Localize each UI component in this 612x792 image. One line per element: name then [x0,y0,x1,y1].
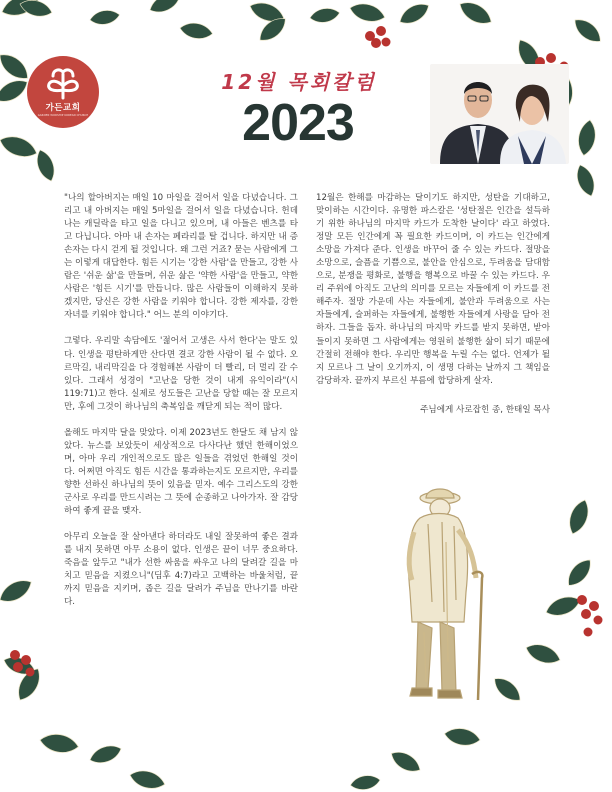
tree-icon [27,56,99,128]
church-logo [27,56,99,128]
column-left [64,192,298,622]
pastor-photo [430,64,569,164]
logo-church-name: 가든교회 [45,103,81,113]
left-paragraph-1: "나의 할아버지는 매일 10 마일을 걸어서 일을 다녔습니다. 그리고 내 아버지는 매일 5마일을 걸어서 일을 다녔습니다. 헌데 나는 캐딜락을 타고 일을 다니고 있으며, 내 아들은 벤츠를 타고 다닙니다. 아마 내 손자는 페라리를 탈 겁니다. 하지만 내 증손자는 다시 걷게 될 것입니다. 왜 그런 거죠? 묻는 사람에게 그는 이렇게 대답한다. 힘든 시기는 '강한 사람'을 만들고, 강한 사람은 '쉬운 삶'을 만들며, 쉬운 삶은 '약한 사람'을 만들고, 약한 사람은 '힘든 시기'를 만듭니다. 많은 사람들이 이해하지 못하겠지만, 당신은 강한 사람을 키워야 합니다. 강한 제자를, 강한 자녀를 키워야 합니다." 어느 분의 이야기다. [64,193,299,321]
left-paragraph-3: 올해도 마지막 달을 맞았다. 이제 2023년도 한달도 채 남지 않았다. 뉴스를 보았듯이 세상적으로 다사다난 했던 한해이었으며, 아마 우리 개인적으로도 많은 일들을 겪었던 한해일 것이다. 어쩌면 아직도 힘든 시간을 통과하는지도 모르지만, 우리를 향한 선하신 하나님의 뜻이 있음을 믿자. 예수 그리스도의 강한 군사로 우리를 만드시려는 그 뜻에 순종하고 나아가자. 잘 감당하여 좋게 끝을 맺자. [64,427,298,517]
column-right [316,192,550,430]
old-man-with-cane-illustration [384,482,494,704]
left-paragraph-4: 아무리 오늘을 잘 살아낸다 하더라도 내일 잘못하여 좋은 결과를 내지 못하면 아무 소용이 없다. 인생은 끝이 너무 중요하다. 죽음을 앞두고 "내가 선한 싸움을 싸우고 나의 달려갈 길을 마치고 믿음을 지켰으니"(딤후 4:7)라고 고백하는 바울처럼, 끝까지 믿음을 지키며, 좁은 길을 달려가 주님을 만나기를 바란다. [64,532,298,608]
left-paragraph-2: 그렇다. 우리말 속담에도 '젊어서 고생은 사서 한다'는 말도 있다. 인생을 평탄하게만 산다면 결코 강한 사람이 될 수 없다. 오르막길, 내리막길을 다 경험해본 사람이 더 빨리, 더 멀리 갈 수 있다. 그래서 성경이 "고난을 당한 것이 내게 유익이라"(시 119:71)고 한다. 실제로 성도들은 고난을 당할 때는 잘 모르지만, 후에 그것이 하나님의 축복임을 깨닫게 되는 적이 많다. [64,336,298,412]
signature: 주님에게 사로잡힌 종, 한태일 목사 [420,404,550,415]
column-title: 12월 목회칼럼 [221,70,377,94]
logo-subtitle: GARDEN WORSHIP KOREAN CHURCH [37,114,89,117]
people-photo-icon [430,64,569,164]
year-heading: 2023 [242,94,354,152]
right-paragraph-1: 12월은 한해를 마감하는 달이기도 하지만, 성탄을 기대하고, 맞이하는 시간이다. 유명한 파스칼은 '성탄절은 인간을 설득하기 위한 하나님의 마지막 카드가 도착한 날이다' 라고 하였다. 정말 모든 인간에게 꼭 필요한 카드이며, 이 카드는 인간에게 소망을 가져다 준다. 인생을 바꾸어 줄 수 있는 카드다. 절망을 소망으로, 슬픔을 기쁨으로, 불안을 안심으로, 두려움을 담대함으로, 분쟁을 평화로, 불행을 행복으로 바꿀 수 있는 카드다. 우리 주위에 아직도 고난의 의미를 모르는 자들에게 이 카드를 전해주자. 절망 가운데 사는 자들에게, 불안과 두려움으로 사는 자들에게, 슬퍼하는 자들에게, 불행한 자들에게 사랑을 담아 전하자. 그들을 돕자. 하나님의 마지막 카드를 받지 못하면, 받아들이지 못하면 그 사람에게는 영원히 불행한 삶이 되기 때문에 간절히 전해야 한다. 우리만 행복을 누릴 수는 없다. 언제가 될지 모르나 그 날이 오기까지, 이 생명 다하는 날까지 그 책임을 감당하자. 끝까지 부르신 부름에 합당하게 살자. [316,193,550,386]
